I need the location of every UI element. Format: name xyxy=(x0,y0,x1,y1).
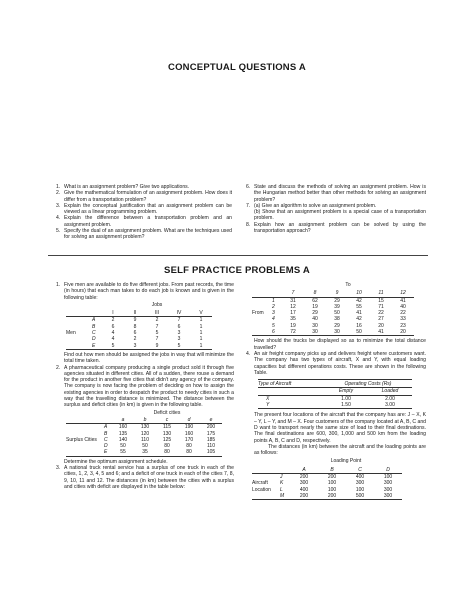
table-row: E 55 35 80 80 105 xyxy=(66,449,222,456)
loading-point-table: Loading Point A B C D J 200 200 400 100 Aircraft K 300 100 300 300 Location L 400 100 100 300 M 200 200 500 300 xyxy=(252,458,402,500)
table-row: A 160 130 115 190 200 xyxy=(104,424,216,431)
self-practice-title: SELF PRACTICE PROBLEMS A xyxy=(164,265,310,276)
problem-4-mid2: The distances (in km) between the aircraft and the loading points are as follows: xyxy=(254,443,426,457)
aircraft-costs-table: Type of Aircraft Operating Costs (Rs) Empty Loaded X 1.00 2.00 Y 1.50 3.00 xyxy=(258,379,412,409)
problem-4: 4. An air freight company picks up and delivers freight where customers want. The company has two types of aircraft, X and Y, with equal loading capacities but different operations costs. These are shown in the following Table. xyxy=(246,350,426,376)
table-row: Y 1.50 3.00 xyxy=(258,402,412,409)
table-row: 2 12 19 39 55 71 40 xyxy=(272,303,406,310)
table-row: B 135 120 130 160 175 xyxy=(104,430,216,437)
table-row: Location L 400 100 100 300 xyxy=(252,486,393,493)
question-2: 2. Give the mathematical formulation of an assignment problem. How does it differ from a transportation problem? xyxy=(56,190,232,203)
table-row: J 200 200 400 100 xyxy=(280,474,393,481)
table-row: 5 19 30 29 16 20 23 xyxy=(272,322,406,329)
table-row: Men C 4 6 5 3 1 xyxy=(66,330,203,337)
trucks-table: To 7 8 9 10 11 12 1 31 62 29 42 15 41 2 12 19 39 55 71 40 From 3 17 29 50 41 22 22 4 35 40 38 42 27 33 5 19 30 29 16 20 23 6 72 30 30 50 41 20 xyxy=(252,282,414,336)
table-row: D 4 2 7 3 1 xyxy=(92,336,203,343)
question-1: 1. What is an assignment problem? Give two applications. xyxy=(56,184,190,190)
table-row: 1 31 62 29 42 15 41 xyxy=(272,297,406,304)
question-3: 3. Explain the conceptual justification that an assignment problem can be viewed as a linear programming problem. xyxy=(56,202,232,216)
problem-3: 3. A national truck rental service has a surplus of one truck in each of the cities, 1, 2, 3, 4, 5 and 6; and a deficit of one truck in each of the cities 7, 8, 9, 10, 11 and 12. The distances (in km) between the cities with a surplus and cities with deficit are displayed in the table below: xyxy=(56,465,234,490)
question-7b: (b) Show that an assignment problem is a special case of a transportation problem. xyxy=(254,209,426,222)
table-row: Aircraft K 300 100 300 300 xyxy=(252,480,393,487)
self-practice-left-column xyxy=(56,282,234,490)
problem-2: 2. A pharmaceutical company producing a single product sold it through five agencies situated in different cities. All of a sudden, there rouse a demand for the product in another five cities that didn't any agency of the company. The company is now facing the problem of deciding on how to assign the existing agencies in order to despatch the product to needy cities in such a way that the travelling distance is minimized. The distance between the surplus and deficit cities (in km) is given in the following table. xyxy=(56,364,234,409)
self-practice-right-column xyxy=(246,282,426,500)
table-row: 6 72 30 30 50 41 20 xyxy=(252,329,414,336)
conceptual-left-column xyxy=(56,184,232,241)
question-5: 5. Specify the dual of an assignment problem. What are the techniques used for solving an assignment problem? xyxy=(56,228,232,241)
problem-1: 1. Five men are available to do five different jobs. From past records, the time (in hours) that each man takes to do each job is known and is given in the following table: xyxy=(56,282,234,301)
conceptual-title: CONCEPTUAL QUESTIONS A xyxy=(168,62,306,73)
table-row: E 5 3 9 5 1 xyxy=(66,343,212,350)
table-row: A 2 9 2 7 1 xyxy=(92,317,203,324)
problem-4-mid: The present four locations of the aircraft that the company has are: J – X, K – Y, L – Y, and M – X. Four customers of the company located at A, B, C and D want to transport nearly the same size of load to their final destinations. The final destinations are 600, 300, 1,000 and 500 km from the loading points A, B, C and D, respectively. xyxy=(254,412,426,444)
table-row: 4 35 40 38 42 27 33 xyxy=(272,316,406,323)
question-4: 4. Explain the difference between a transportation problem and an assignment problem. xyxy=(56,215,232,228)
table-row: From 3 17 29 50 41 22 22 xyxy=(252,310,406,317)
section-divider xyxy=(48,255,428,256)
table-row: M 200 200 500 300 xyxy=(252,493,402,500)
table-row: X 1.00 2.00 xyxy=(266,395,395,402)
question-6: 6. State and discuss the methods of solving an assignment problem. How is the Hungarian method better than other methods for solving an assignment problem? xyxy=(246,184,426,203)
problem-3-after: How should the trucks be displayed so as to minimize the total distance travelled? xyxy=(254,338,426,351)
question-8: 8. Explain how an assignment problem can be solved by using the transportation approach? xyxy=(246,221,426,235)
jobs-table: Jobs I II III IV V A 2 9 2 7 1 B 6 8 7 6 1 Men C 4 6 5 3 1 D 4 2 7 3 1 E 5 3 9 5 1 xyxy=(66,302,212,350)
problem-2-after: Determine the optimum assignment schedule. xyxy=(64,458,168,465)
table-row: B 6 8 7 6 1 xyxy=(92,323,203,330)
question-7: 7. (a) Give an algorithm to solve an assignment problem. xyxy=(246,202,377,209)
table-row: D 50 50 80 80 110 xyxy=(104,443,215,450)
table-row: Surplus Cities C 140 110 125 170 185 xyxy=(66,436,216,443)
deficit-cities-table: Deficit cities a b c d e A 160 130 115 190 200 B 135 120 130 160 175 Surplus Cities C 140 110 125 170 185 D 50 50 80 80 110 E 55 35 80 80 105 xyxy=(66,410,222,457)
problem-1-after: Find out how men should be assigned the jobs in way that will minimize the total time taken. xyxy=(64,351,234,365)
conceptual-right-column xyxy=(246,184,426,234)
